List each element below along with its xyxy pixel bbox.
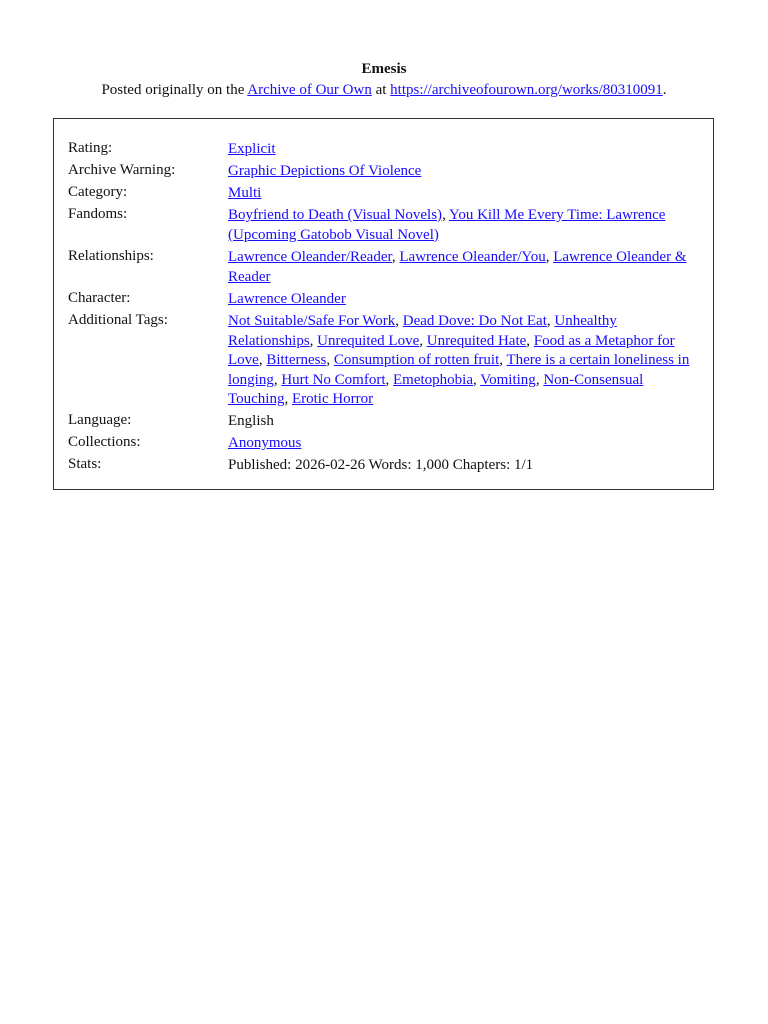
tag-link[interactable]: Consumption of rotten fruit — [333, 352, 500, 368]
work-title: Emesis — [361, 61, 407, 77]
tag-link[interactable]: Hurt No Comfort — [281, 371, 386, 388]
category-label: Category: — [68, 184, 128, 200]
posted-at: at — [371, 82, 391, 98]
posted-prefix: Posted originally on the — [101, 82, 248, 98]
language-value: English — [228, 413, 274, 429]
tag-link[interactable]: Not Suitable/Safe For Work — [228, 313, 396, 329]
tag-link[interactable]: Bitterness — [266, 352, 327, 368]
posted-suffix: . — [662, 82, 667, 98]
language-label: Language: — [68, 412, 132, 428]
tag-link[interactable]: Lawrence Oleander — [228, 291, 346, 307]
tag-link[interactable]: Multi — [228, 185, 262, 201]
tag-link[interactable]: Boyfriend to Death (Visual Novels) — [228, 207, 443, 223]
tag-link[interactable]: Anonymous — [228, 435, 302, 451]
tag-link[interactable]: Explicit — [228, 141, 276, 157]
tag-link[interactable]: You Kill Me Every Time: Lawrence (Upcoming Gatobob Visual Novel) — [228, 207, 666, 243]
tag-link[interactable]: Vomiting — [480, 371, 536, 388]
work-metadata-box — [53, 118, 714, 490]
stats-label: Stats: — [68, 456, 102, 472]
tag-link[interactable]: Graphic Depictions Of Violence — [228, 163, 422, 179]
warning-label: Archive Warning: — [68, 162, 176, 178]
character-label: Character: — [68, 290, 131, 306]
rating-label: Rating: — [68, 140, 113, 156]
work-url-link[interactable]: https://archiveofourown.org/works/80310091 — [390, 82, 663, 98]
tag-link[interactable]: Lawrence Oleander/Reader — [228, 249, 392, 265]
stats-value: Published: 2026-02-26 Words: 1,000 Chapters: 1/1 — [228, 457, 534, 473]
tag-link[interactable]: Lawrence Oleander/You — [399, 249, 546, 265]
tags-value: Not Suitable/Safe For Work, Dead Dove: Do Not Eat, Unhealthy Relationships, Unrequited Love, Unrequited Hate, Food as a Metaphor for Love, Bitterness, Consumption of rotten fruit, There is a certain loneliness in longing, Hurt No Comfort, Emetophobia, Vomiting, Non-Consensual Touching, Erotic Horror — [228, 313, 690, 407]
tag-link[interactable]: Non-Consensual Touching — [228, 371, 644, 407]
tag-link[interactable]: Lawrence Oleander & Reader — [228, 249, 687, 285]
character-value — [228, 290, 698, 310]
rating-value — [228, 140, 698, 160]
tag-link[interactable]: Unrequited Hate — [426, 332, 527, 349]
category-value — [228, 184, 698, 204]
relationships-value: Lawrence Oleander/Reader, Lawrence Oleander/You, Lawrence Oleander & Reader — [228, 249, 687, 285]
warning-value — [228, 162, 698, 182]
collections-label: Collections: — [68, 434, 141, 450]
tag-link[interactable]: Unhealthy Relationships — [228, 313, 617, 349]
fandoms-label: Fandoms: — [68, 206, 128, 222]
archive-link[interactable]: Archive of Our Own — [247, 82, 372, 98]
tag-link[interactable]: Unrequited Love — [317, 332, 420, 349]
tags-label: Additional Tags: — [68, 312, 168, 328]
relationships-label: Relationships: — [68, 248, 154, 264]
posted-originally-line — [0, 82, 768, 99]
tag-link[interactable]: Food as a Metaphor for Love — [228, 332, 675, 368]
tag-link[interactable]: Erotic Horror — [291, 391, 374, 407]
fandoms-value: Boyfriend to Death (Visual Novels), You Kill Me Every Time: Lawrence (Upcoming Gatobob Visual Novel) — [228, 207, 666, 243]
tag-link[interactable]: There is a certain loneliness in longing — [228, 352, 690, 388]
tag-link[interactable]: Dead Dove: Do Not Eat — [402, 313, 547, 329]
tag-link[interactable]: Emetophobia — [393, 371, 473, 388]
collections-value — [228, 434, 698, 454]
